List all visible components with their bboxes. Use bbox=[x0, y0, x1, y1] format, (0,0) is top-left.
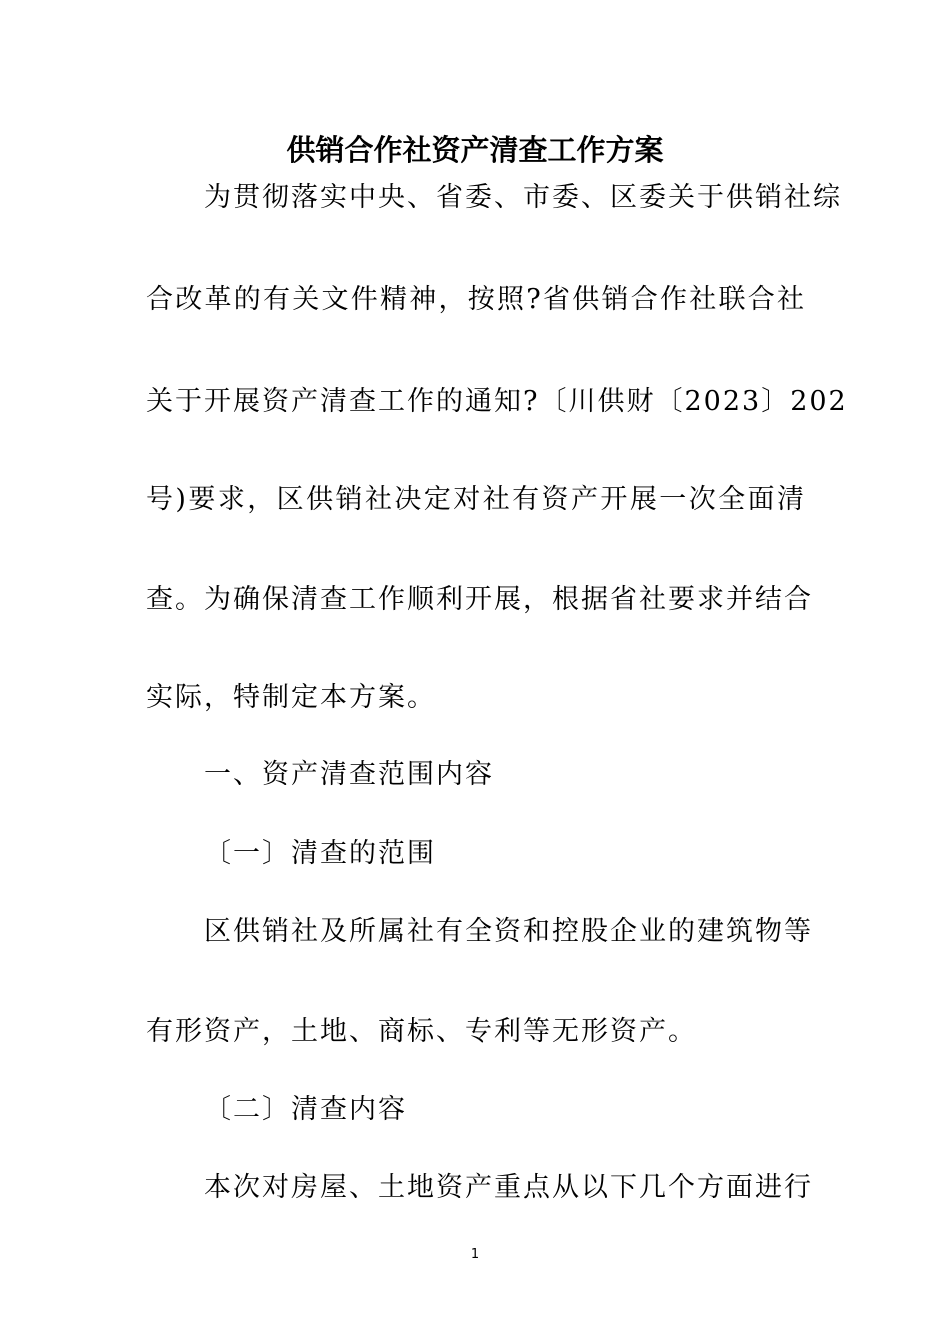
paragraph-line-6: 实际，特制定本方案。 bbox=[146, 682, 436, 713]
document-title: 供销合作社资产清查工作方案 bbox=[286, 133, 664, 167]
page-number: 1 bbox=[470, 1247, 480, 1262]
paragraph-line-2: 合改革的有关文件精神，按照?省供销合作社联合社 bbox=[146, 284, 806, 315]
paragraph-line-4: 号)要求，区供销社决定对社有资产开展一次全面清 bbox=[146, 484, 806, 515]
paragraph-line-9: 本次对房屋、土地资产重点从以下几个方面进行 bbox=[204, 1172, 813, 1203]
paragraph-line-5: 查。为确保清查工作顺利开展，根据省社要求并结合 bbox=[146, 584, 813, 615]
subsection-heading-2: 〔二〕清查内容 bbox=[204, 1094, 407, 1125]
section-heading-1: 一、资产清查范围内容 bbox=[204, 759, 494, 790]
paragraph-line-8: 有形资产，土地、商标、专利等无形资产。 bbox=[146, 1016, 697, 1047]
paragraph-line-3: 关于开展资产清查工作的通知?〔川供财〔2023〕202 bbox=[146, 386, 848, 417]
paragraph-line-7: 区供销社及所属社有全资和控股企业的建筑物等 bbox=[204, 916, 813, 947]
paragraph-line-1: 为贯彻落实中央、省委、市委、区委关于供销社综 bbox=[204, 182, 842, 213]
subsection-heading-1: 〔一〕清查的范围 bbox=[204, 838, 436, 869]
